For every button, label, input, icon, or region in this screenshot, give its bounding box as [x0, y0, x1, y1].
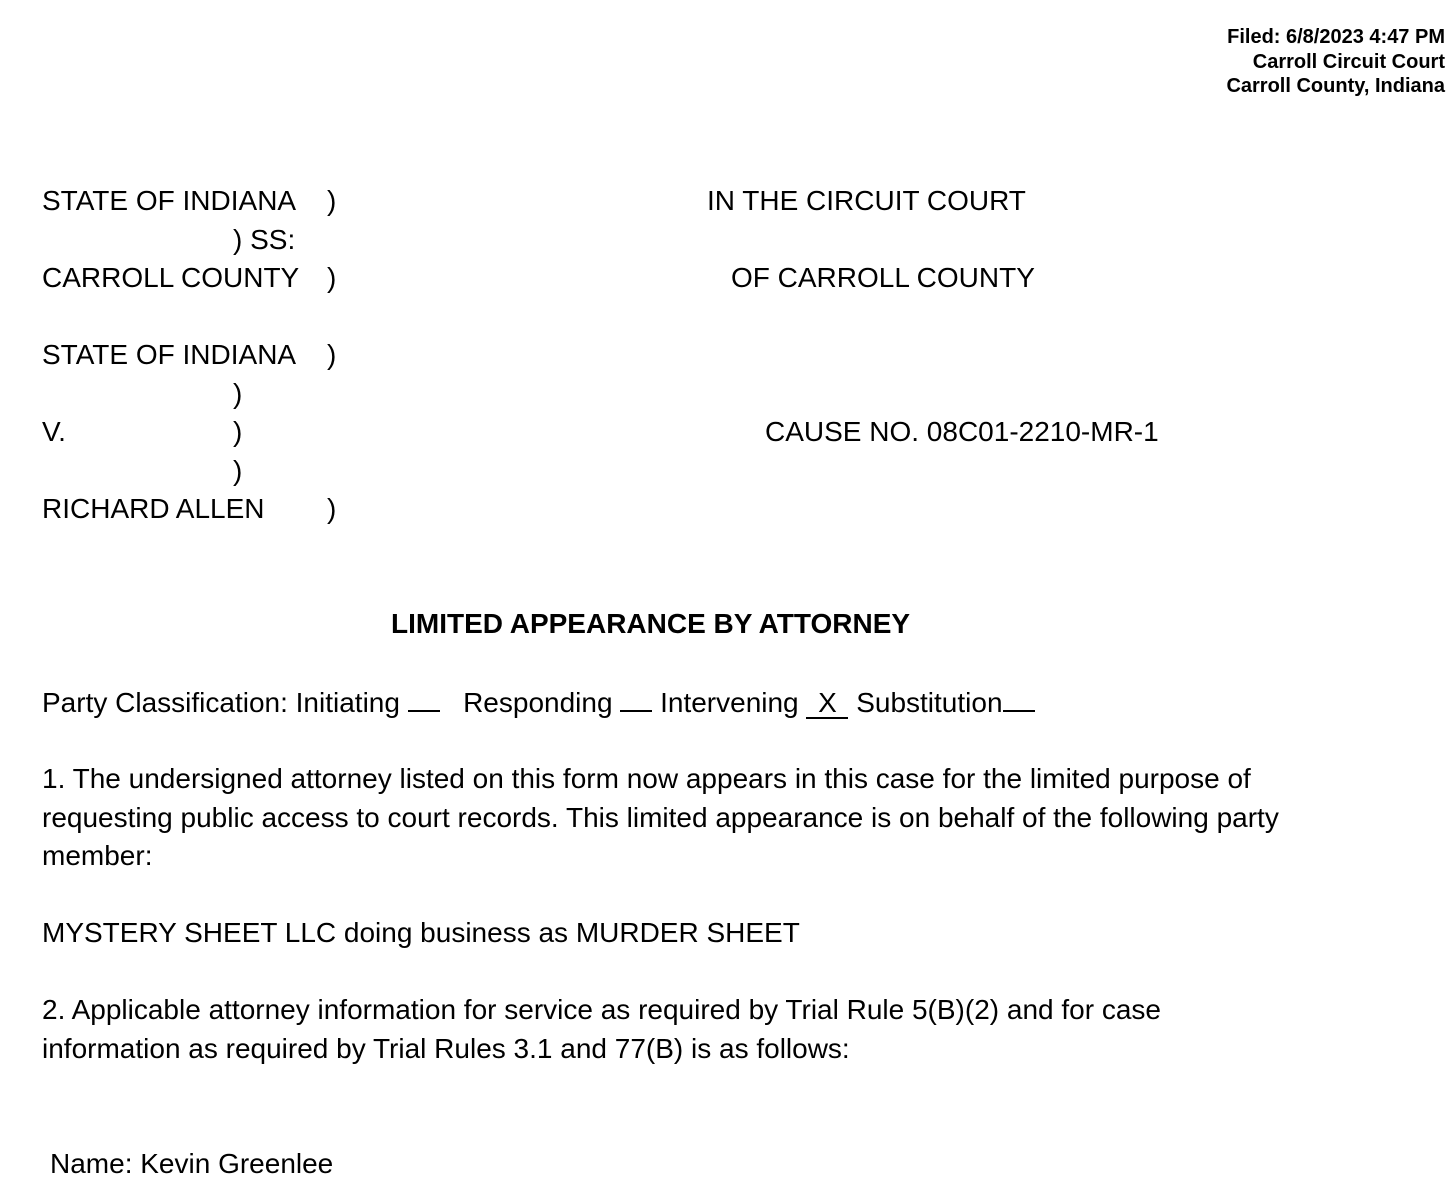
substitution-label: Substitution: [856, 687, 1003, 718]
attorney-name: Name: Kevin Greenlee: [50, 1148, 334, 1179]
venue-paren: ): [327, 262, 337, 293]
caption-paren: ): [233, 455, 243, 486]
defendant-name: RICHARD ALLEN: [42, 493, 265, 524]
caption-paren: ): [233, 378, 243, 409]
caption-paren: ): [327, 493, 337, 524]
cause-number: CAUSE NO. 08C01-2210-MR-1: [765, 416, 1159, 447]
court-name-line-2: OF CARROLL COUNTY: [731, 262, 1035, 293]
caption-paren: ): [233, 416, 243, 447]
venue-paren: ): [327, 185, 337, 216]
paragraph-1: 1. The undersigned attorney listed on this form now appears in this case for the limited purpose of requesting public access to court records. This limited appearance is on behalf of the following party member:: [42, 763, 1279, 871]
filed-court: Carroll Circuit Court: [1252, 50, 1445, 73]
party-member: MYSTERY SHEET LLC doing business as MURDER SHEET: [42, 917, 800, 948]
filed-datetime: Filed: 6/8/2023 4:47 PM: [1227, 26, 1445, 48]
intervening-label: Intervening: [660, 687, 799, 718]
caption-paren: ): [327, 339, 337, 370]
initiating-blank: [408, 682, 440, 712]
filing-stamp: [1226, 25, 1445, 99]
plaintiff-name: STATE OF INDIANA: [42, 339, 297, 370]
party-classification-line: [42, 682, 1035, 723]
intervening-blank: X: [806, 689, 848, 719]
venue-state: STATE OF INDIANA: [42, 185, 297, 216]
initiating-label: Initiating: [295, 687, 400, 718]
substitution-blank: [1003, 682, 1035, 712]
venue-ss: ) SS:: [233, 224, 296, 255]
document-title: LIMITED APPEARANCE BY ATTORNEY: [391, 608, 911, 639]
filed-county: Carroll County, Indiana: [1226, 75, 1445, 97]
responding-label: Responding: [463, 687, 613, 718]
venue-county: CARROLL COUNTY: [42, 262, 300, 293]
paragraph-2: 2. Applicable attorney information for service as required by Trial Rule 5(B)(2) and for case information as required by Trial Rules 3.1 and 77(B) is as follows:: [42, 994, 1161, 1064]
party-classification-label: Party Classification:: [42, 687, 288, 718]
responding-blank: [620, 682, 652, 712]
versus-label: V.: [42, 416, 66, 447]
court-name-line-1: IN THE CIRCUIT COURT: [707, 185, 1026, 216]
